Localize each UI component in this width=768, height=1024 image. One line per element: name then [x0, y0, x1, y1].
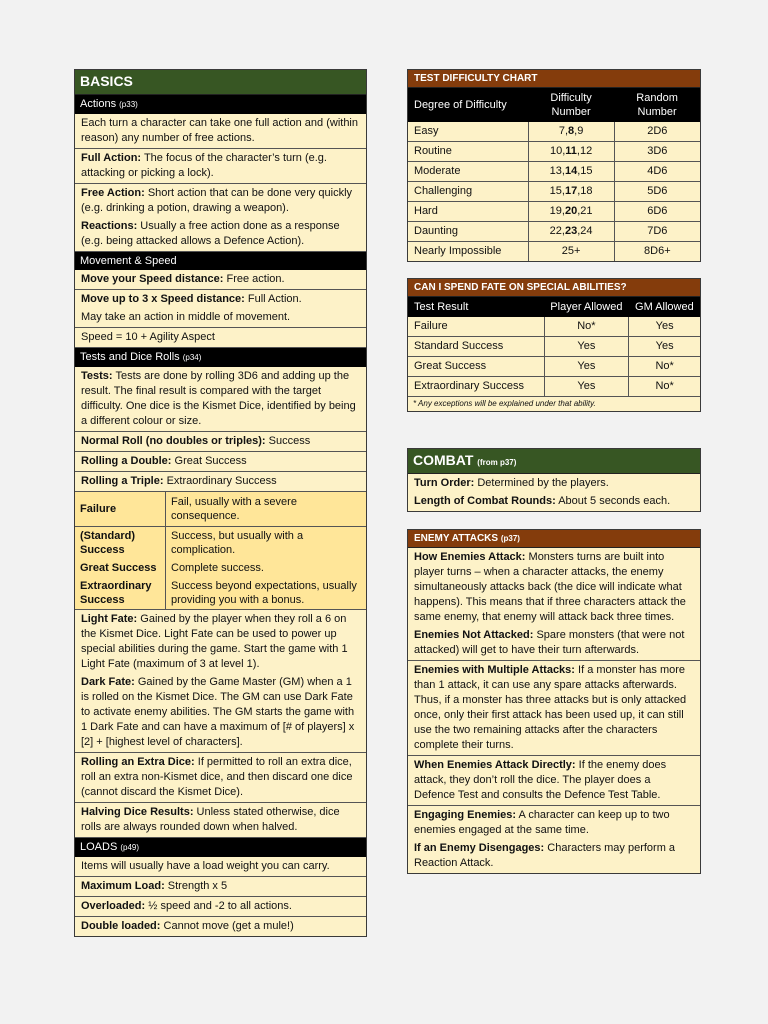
- how-enemies-text: Monsters turns are built into player turns – when a character attacks, the enemy simultaneously attacks back (the dice will indicate what happens). This means that if three characters attack the same enemy, that enemy will attack back three times.: [414, 551, 686, 623]
- difficulty-number: [528, 162, 614, 182]
- enemy-header: [408, 530, 700, 548]
- diff-hi: ,12: [576, 145, 593, 157]
- extra-dice-label: Rolling an Extra Dice:: [81, 755, 195, 768]
- fate-head-row: [408, 297, 700, 317]
- movement-title: Movement & Speed: [80, 255, 177, 267]
- difficulty-row: [408, 142, 700, 162]
- triple-roll-label: Rolling a Triple:: [81, 475, 164, 487]
- disengage-label: If an Enemy Disengages:: [414, 842, 545, 854]
- difficulty-col-number: Difficulty Number: [528, 88, 614, 122]
- fate-note: * Any exceptions will be explained under that ability.: [408, 396, 700, 411]
- loads-intro-row: [75, 857, 366, 877]
- round-length-text: About 5 seconds each.: [555, 495, 671, 507]
- loads-intro: Items will usually have a load weight you can carry.: [81, 859, 330, 872]
- combat-ref: (from p37): [477, 458, 517, 467]
- difficulty-table: [408, 88, 700, 261]
- difficulty-col-random: Random Number: [614, 88, 700, 122]
- enemy-ref: (p37): [500, 534, 520, 543]
- not-attacked-label: Enemies Not Attacked:: [414, 629, 534, 641]
- diff-hi: ,21: [577, 205, 593, 217]
- tests-title: Tests and Dice Rolls: [80, 351, 180, 363]
- disengage-text: Characters may perform a Reaction Attack.: [414, 842, 676, 869]
- difficulty-name: Easy: [408, 122, 528, 142]
- difficulty-header: [408, 70, 700, 88]
- double-roll-text: Great Success: [171, 455, 247, 467]
- difficulty-row: [408, 122, 700, 142]
- difficulty-row: [408, 202, 700, 222]
- fate-gm: No*: [629, 357, 700, 377]
- basics-panel: [74, 69, 367, 937]
- move-3x-text: Full Action.: [244, 293, 302, 305]
- fate-player: Yes: [544, 337, 629, 357]
- difficulty-col-degree: Degree of Difficulty: [408, 88, 528, 122]
- difficulty-panel: [407, 69, 701, 262]
- diff-mid: 17: [564, 185, 578, 197]
- difficulty-random: 4D6: [614, 162, 700, 182]
- triple-roll-text: Extraordinary Success: [163, 475, 277, 487]
- double-loaded-row: [75, 917, 366, 936]
- difficulty-row: [408, 242, 700, 262]
- outcome-key: Extraordinary Success: [75, 577, 166, 610]
- fate-col-gm: GM Allowed: [629, 297, 700, 317]
- fate-player: Yes: [544, 357, 629, 377]
- fate-row: [408, 377, 700, 397]
- not-attacked-text: Spare monsters (that were not attacked) will get to have their turn afterwards.: [414, 629, 685, 656]
- outcome-row: [75, 559, 366, 577]
- fate-result: Extraordinary Success: [414, 380, 525, 392]
- fate-player: Yes: [544, 377, 629, 397]
- diff-hi: ,18: [577, 185, 593, 197]
- enemy-panel: [407, 529, 701, 874]
- normal-roll-label: Normal Roll (no doubles or triples):: [81, 435, 266, 447]
- diff-mid: 8: [568, 125, 575, 137]
- max-load-row: [75, 877, 366, 897]
- actions-header: [75, 95, 366, 114]
- difficulty-name: Challenging: [408, 182, 528, 202]
- difficulty-row: [408, 222, 700, 242]
- fate-gm: No*: [629, 377, 700, 397]
- loads-header: [75, 838, 366, 857]
- outcome-value: Complete success.: [171, 561, 264, 574]
- fate-row: [408, 337, 700, 357]
- outcomes-table: [75, 492, 366, 610]
- enemy-engage-row: [408, 806, 700, 873]
- outcome-row: [75, 492, 366, 526]
- basics-header: [75, 70, 366, 95]
- move-speed-row: [75, 270, 366, 290]
- speed-formula-row: [75, 328, 366, 348]
- loads-ref: (p49): [120, 842, 140, 852]
- diff-lo: 22,: [549, 225, 565, 237]
- combat-panel: [407, 448, 701, 512]
- diff-mid: 11: [565, 145, 577, 157]
- difficulty-name: Hard: [408, 202, 528, 222]
- turn-order-text: Determined by the players.: [474, 477, 609, 489]
- enemy-how-row: [408, 548, 700, 661]
- tests-ref: (p34): [182, 353, 202, 362]
- halving-row: [75, 803, 366, 838]
- difficulty-random: 6D6: [614, 202, 700, 222]
- combat-title: COMBAT: [413, 452, 474, 468]
- extra-dice-text: If permitted to roll an extra dice, roll an extra non-Kismet dice, and then discard one dice (cannot discard the Kismet Dice).: [81, 755, 353, 798]
- outcome-key: Failure: [75, 492, 166, 526]
- difficulty-number: [528, 122, 614, 142]
- diff-lo: 10,: [549, 145, 566, 157]
- diff-lo: 13,: [549, 165, 565, 177]
- difficulty-row: [408, 182, 700, 202]
- fate-col-player: Player Allowed: [544, 297, 629, 317]
- tests-row: [75, 367, 366, 432]
- difficulty-name: Daunting: [408, 222, 528, 242]
- overloaded-label: Overloaded:: [81, 899, 146, 912]
- move-middle-text: May take an action in middle of movement.: [81, 311, 291, 323]
- diff-lo: 25+: [561, 245, 581, 257]
- fate-result: Great Success: [408, 357, 544, 377]
- overloaded-text: ½ speed and -2 to all actions.: [145, 899, 292, 912]
- basics-column: [74, 69, 367, 937]
- fate-table: [408, 297, 700, 396]
- fate-row: [408, 317, 700, 337]
- diff-lo: 15,: [549, 185, 565, 197]
- fate-result: Standard Success: [408, 337, 544, 357]
- difficulty-name: Nearly Impossible: [414, 245, 502, 257]
- difficulty-random: 3D6: [614, 142, 700, 162]
- fate-header: [408, 279, 700, 297]
- multi-attacks-text: If a monster has more than 1 attack, it can use any spare attacks afterwards. Thus, if a monster has three attacks but is only attacked once, only their first attack has been used up, it can still use the two remaining attacks after the characters complete their turns.: [414, 664, 687, 751]
- max-load-label: Maximum Load:: [81, 879, 165, 892]
- normal-roll-row: [75, 432, 366, 452]
- diff-hi: ,9: [574, 125, 584, 137]
- difficulty-random: 7D6: [614, 222, 700, 242]
- enemy-multi-row: [408, 661, 700, 756]
- double-loaded-label: Double loaded:: [81, 919, 161, 932]
- direct-attack-text: If the enemy does attack, they don’t roll the dice. The player does a Defence Test and consults the Defence Test Table.: [414, 759, 667, 801]
- outcome-key: (Standard) Success: [75, 526, 166, 559]
- diff-lo: 19,: [549, 205, 565, 217]
- halving-text: Unless stated otherwise, dice rolls are always rounded down when halved.: [81, 805, 340, 833]
- difficulty-name: Moderate: [408, 162, 528, 182]
- direct-attack-label: When Enemies Attack Directly:: [414, 759, 576, 771]
- turn-order-label: Turn Order:: [414, 477, 475, 489]
- actions-title: Actions: [80, 98, 117, 110]
- actions-ref: (p33): [119, 100, 138, 109]
- fate-panel: [407, 278, 701, 412]
- diff-hi: ,15: [577, 165, 593, 177]
- triple-roll-row: [75, 472, 366, 492]
- fate-result: Failure: [408, 317, 544, 337]
- fate-gm: Yes: [629, 317, 700, 337]
- how-enemies-label: How Enemies Attack:: [414, 551, 526, 563]
- free-action-text: Short action that can be done very quickly (e.g. drinking a potion, drawing a weapon).: [81, 187, 353, 214]
- actions-intro: [75, 114, 366, 149]
- loads-title: LOADS: [80, 840, 118, 853]
- move-speed-text: Free action.: [223, 273, 285, 285]
- diff-mid: 20: [564, 205, 578, 217]
- halving-label: Halving Dice Results:: [81, 805, 194, 818]
- difficulty-number: [528, 182, 614, 202]
- double-roll-label: Rolling a Double:: [81, 455, 172, 467]
- outcome-key: Great Success: [75, 559, 166, 577]
- difficulty-title: TEST DIFFICULTY CHART: [414, 73, 538, 84]
- combat-body: [408, 474, 700, 511]
- fate-title: CAN I SPEND FATE ON SPECIAL ABILITIES?: [414, 282, 627, 293]
- engaging-text: A character can keep up to two enemies engaged at the same time.: [414, 809, 670, 836]
- outcome-value: Fail, usually with a severe consequence.: [166, 492, 367, 526]
- fate-row: [408, 357, 700, 377]
- move-3x-label: Move up to 3 x Speed distance:: [81, 293, 245, 305]
- difficulty-number: [528, 222, 614, 242]
- difficulty-random: 2D6: [614, 122, 700, 142]
- outcome-row: [75, 577, 366, 610]
- multi-attacks-label: Enemies with Multiple Attacks:: [414, 664, 575, 676]
- tests-label: Tests:: [81, 370, 113, 382]
- diff-lo: 7,: [558, 125, 569, 137]
- difficulty-random: 8D6+: [614, 242, 700, 262]
- max-load-text: Strength x 5: [164, 879, 228, 892]
- full-action-label: Full Action:: [81, 152, 142, 164]
- right-column: [407, 69, 701, 874]
- tests-header: [75, 348, 366, 367]
- reactions-text: Usually a free action done as a response (e.g. being attacked allows a Defence Action).: [81, 220, 340, 247]
- dark-fate-label: Dark Fate:: [81, 675, 135, 688]
- move-speed-label: Move your Speed distance:: [81, 273, 224, 285]
- normal-roll-text: Success: [265, 435, 311, 447]
- overloaded-row: [75, 897, 366, 917]
- light-fate-label: Light Fate:: [81, 612, 138, 625]
- double-roll-row: [75, 452, 366, 472]
- diff-mid: 23: [564, 225, 578, 237]
- double-loaded-text: Cannot move (get a mule!): [160, 919, 294, 932]
- difficulty-random: 5D6: [614, 182, 700, 202]
- free-action-row: [75, 184, 366, 252]
- fate-gm: Yes: [629, 337, 700, 357]
- difficulty-number: [528, 202, 614, 222]
- round-length-label: Length of Combat Rounds:: [414, 495, 556, 507]
- full-action-row: [75, 149, 366, 184]
- dark-fate-text: Gained by the Game Master (GM) when a 1 is rolled on the Kismet Dice. The GM can use Dark Fate to activate enemy abilities. The GM starts the game with 1 Dark Fate and can have a maximum of [# of players] x [2] + [highest level of characters].: [81, 675, 355, 748]
- fate-col-result: Test Result: [408, 297, 544, 317]
- combat-header: [408, 449, 700, 474]
- light-fate-row: [75, 610, 366, 753]
- enemy-direct-row: [408, 756, 700, 806]
- difficulty-head-row: [408, 88, 700, 122]
- engaging-label: Engaging Enemies:: [414, 809, 517, 821]
- move-3x-row: [75, 290, 366, 328]
- outcome-value: Success, but usually with a complication.: [171, 529, 304, 556]
- reactions-label: Reactions:: [81, 220, 138, 232]
- enemy-title: ENEMY ATTACKS: [414, 533, 499, 544]
- tests-text: Tests are done by rolling 3D6 and adding up the result. The final result is compared with the target difficulty. One dice is the Kismet Dice, identified by being a different colour or size.: [81, 370, 356, 427]
- extra-dice-row: [75, 753, 366, 803]
- fate-player: No*: [544, 317, 629, 337]
- free-action-label: Free Action:: [81, 187, 145, 199]
- difficulty-row: [408, 162, 700, 182]
- full-action-text: The focus of the character’s turn (e.g. attacking or picking a lock).: [81, 152, 327, 179]
- actions-intro-text: Each turn a character can take one full action and (within reason) any number of free actions.: [81, 117, 358, 144]
- diff-mid: 14: [564, 165, 578, 177]
- diff-hi: ,24: [577, 225, 593, 237]
- outcome-row: [75, 526, 366, 559]
- light-fate-text: Gained by the player when they roll a 6 on the Kismet Dice. Light Fate can be used to power up special abilities during the game. Start the game with 1 Light Fate (maximum of 3 at level 1).: [81, 612, 348, 670]
- basics-title: BASICS: [80, 73, 133, 89]
- movement-header: [75, 252, 366, 270]
- difficulty-number: [528, 242, 614, 262]
- speed-formula: Speed = 10 + Agility Aspect: [81, 331, 215, 343]
- difficulty-number: [528, 142, 614, 162]
- difficulty-name: Routine: [408, 142, 528, 162]
- outcome-value: Success beyond expectations, usually providing you with a bonus.: [166, 577, 367, 610]
